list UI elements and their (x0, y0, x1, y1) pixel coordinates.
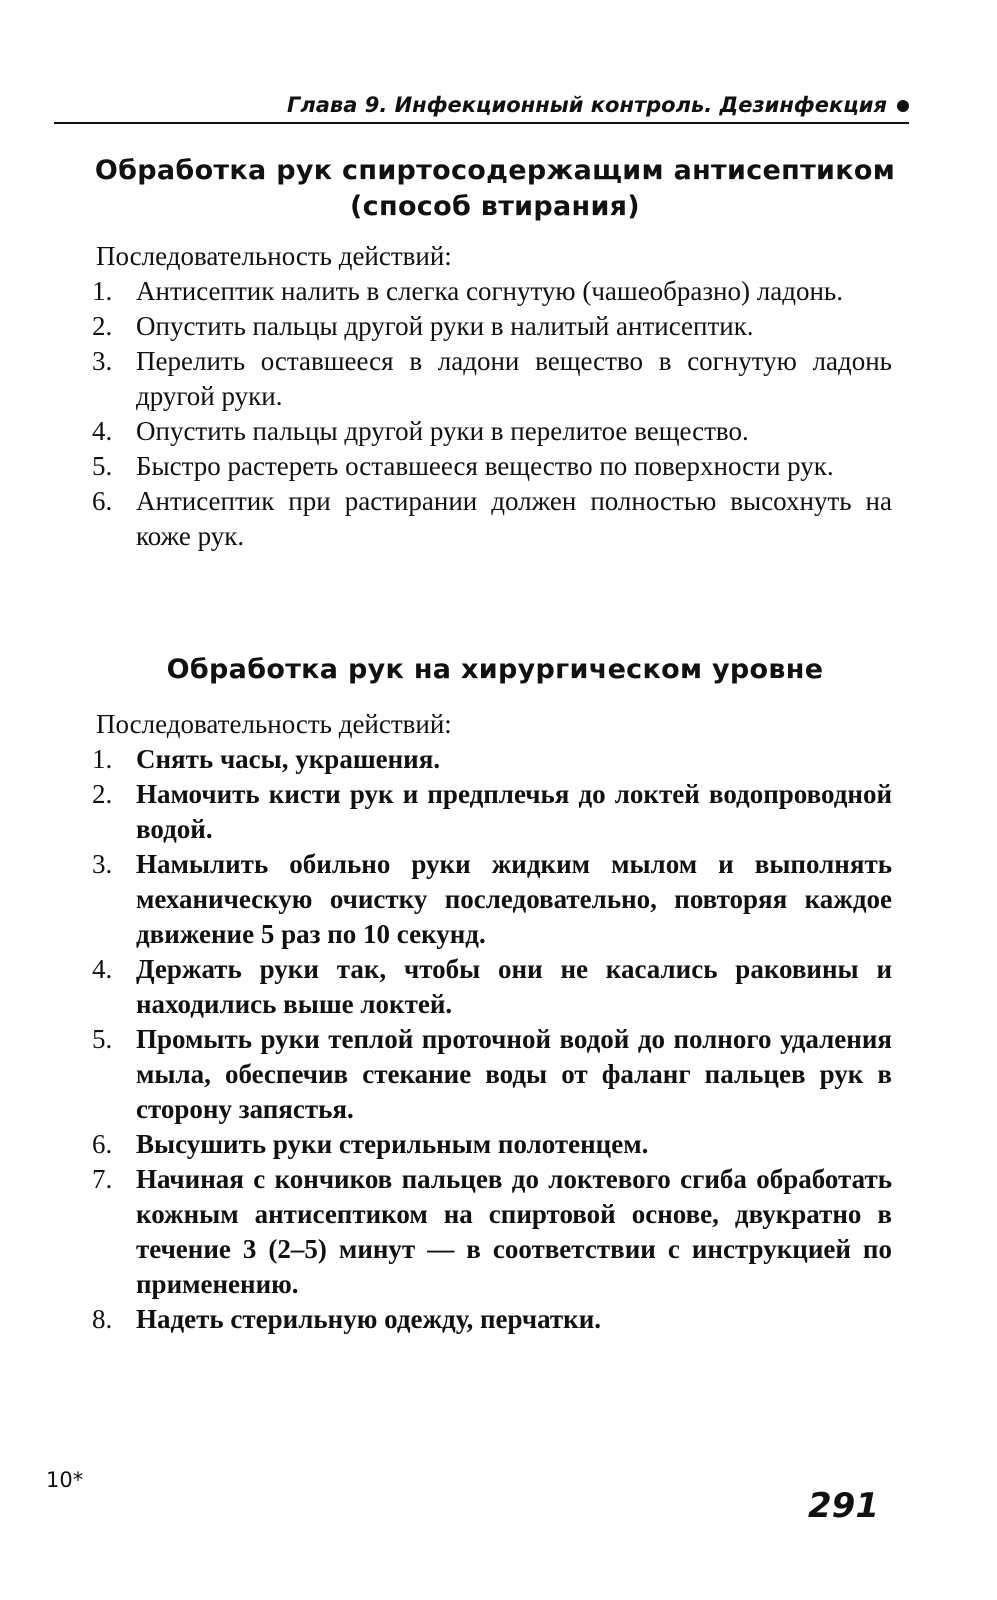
list-item: 6. Высушить руки стерильным полотенцем. (92, 1129, 649, 1159)
running-header (54, 88, 909, 124)
steps-list-rub (92, 274, 892, 554)
running-title: Глава 9. Инфекционный контроль. Дезинфекция (287, 93, 887, 117)
list-item: 5. Быстро растереть оставшееся вещество по поверхности рук. (92, 451, 834, 481)
section-intro: Последовательность действий: (96, 709, 452, 739)
header-bullet-icon (897, 100, 909, 112)
signature-mark: 10* (46, 1468, 84, 1492)
list-item: 1. Антисептик налить в слегка согнутую (чашеобразно) ладонь. (92, 276, 843, 306)
list-item: 7. Начиная с кончиков пальцев до локтевого сгиба обработать кожным антисептиком на спиртовой основе, двукратно в течение 3 (2–5) минут — в соответствии с инструкцией по применению. (92, 1164, 892, 1299)
list-item: 8. Надеть стерильную одежду, перчатки. (92, 1304, 602, 1334)
list-item: 3. Перелить оставшееся в ладони вещество в согнутую ладонь другой руки. (92, 346, 892, 411)
list-item: 2. Опустить пальцы другой руки в налитый антисептик. (92, 311, 754, 341)
list-item: 1. Снять часы, украшения. (92, 744, 441, 774)
section-title-surgical: Обработка рук на хирургическом уровне (166, 654, 824, 685)
list-item: 6. Антисептик при растирании должен полностью высохнуть на коже рук. (92, 486, 892, 551)
list-item: 3. Намылить обильно руки жидким мылом и выполнять механическую очистку последовательно, повторяя каждое движение 5 раз по 10 секунд. (92, 849, 892, 949)
list-item: 2. Намочить кисти рук и предплечья до локтей водопроводной водой. (92, 779, 892, 844)
list-item: 4. Держать руки так, чтобы они не касались раковины и находились выше локтей. (92, 954, 892, 1019)
section-intro: Последовательность действий: (96, 241, 452, 271)
list-item: 5. Промыть руки теплой проточной водой до полного удаления мыла, обеспечив стекание воды от фаланг пальцев рук в сторону запястья. (92, 1024, 892, 1124)
list-item: 4. Опустить пальцы другой руки в перелитое вещество. (92, 416, 749, 446)
steps-list-surgical (92, 742, 892, 1337)
page-number: 291 (808, 1486, 879, 1526)
section-title-rub: Обработка рук спиртосодержащим антисептиком (способ втирания) (94, 155, 896, 222)
